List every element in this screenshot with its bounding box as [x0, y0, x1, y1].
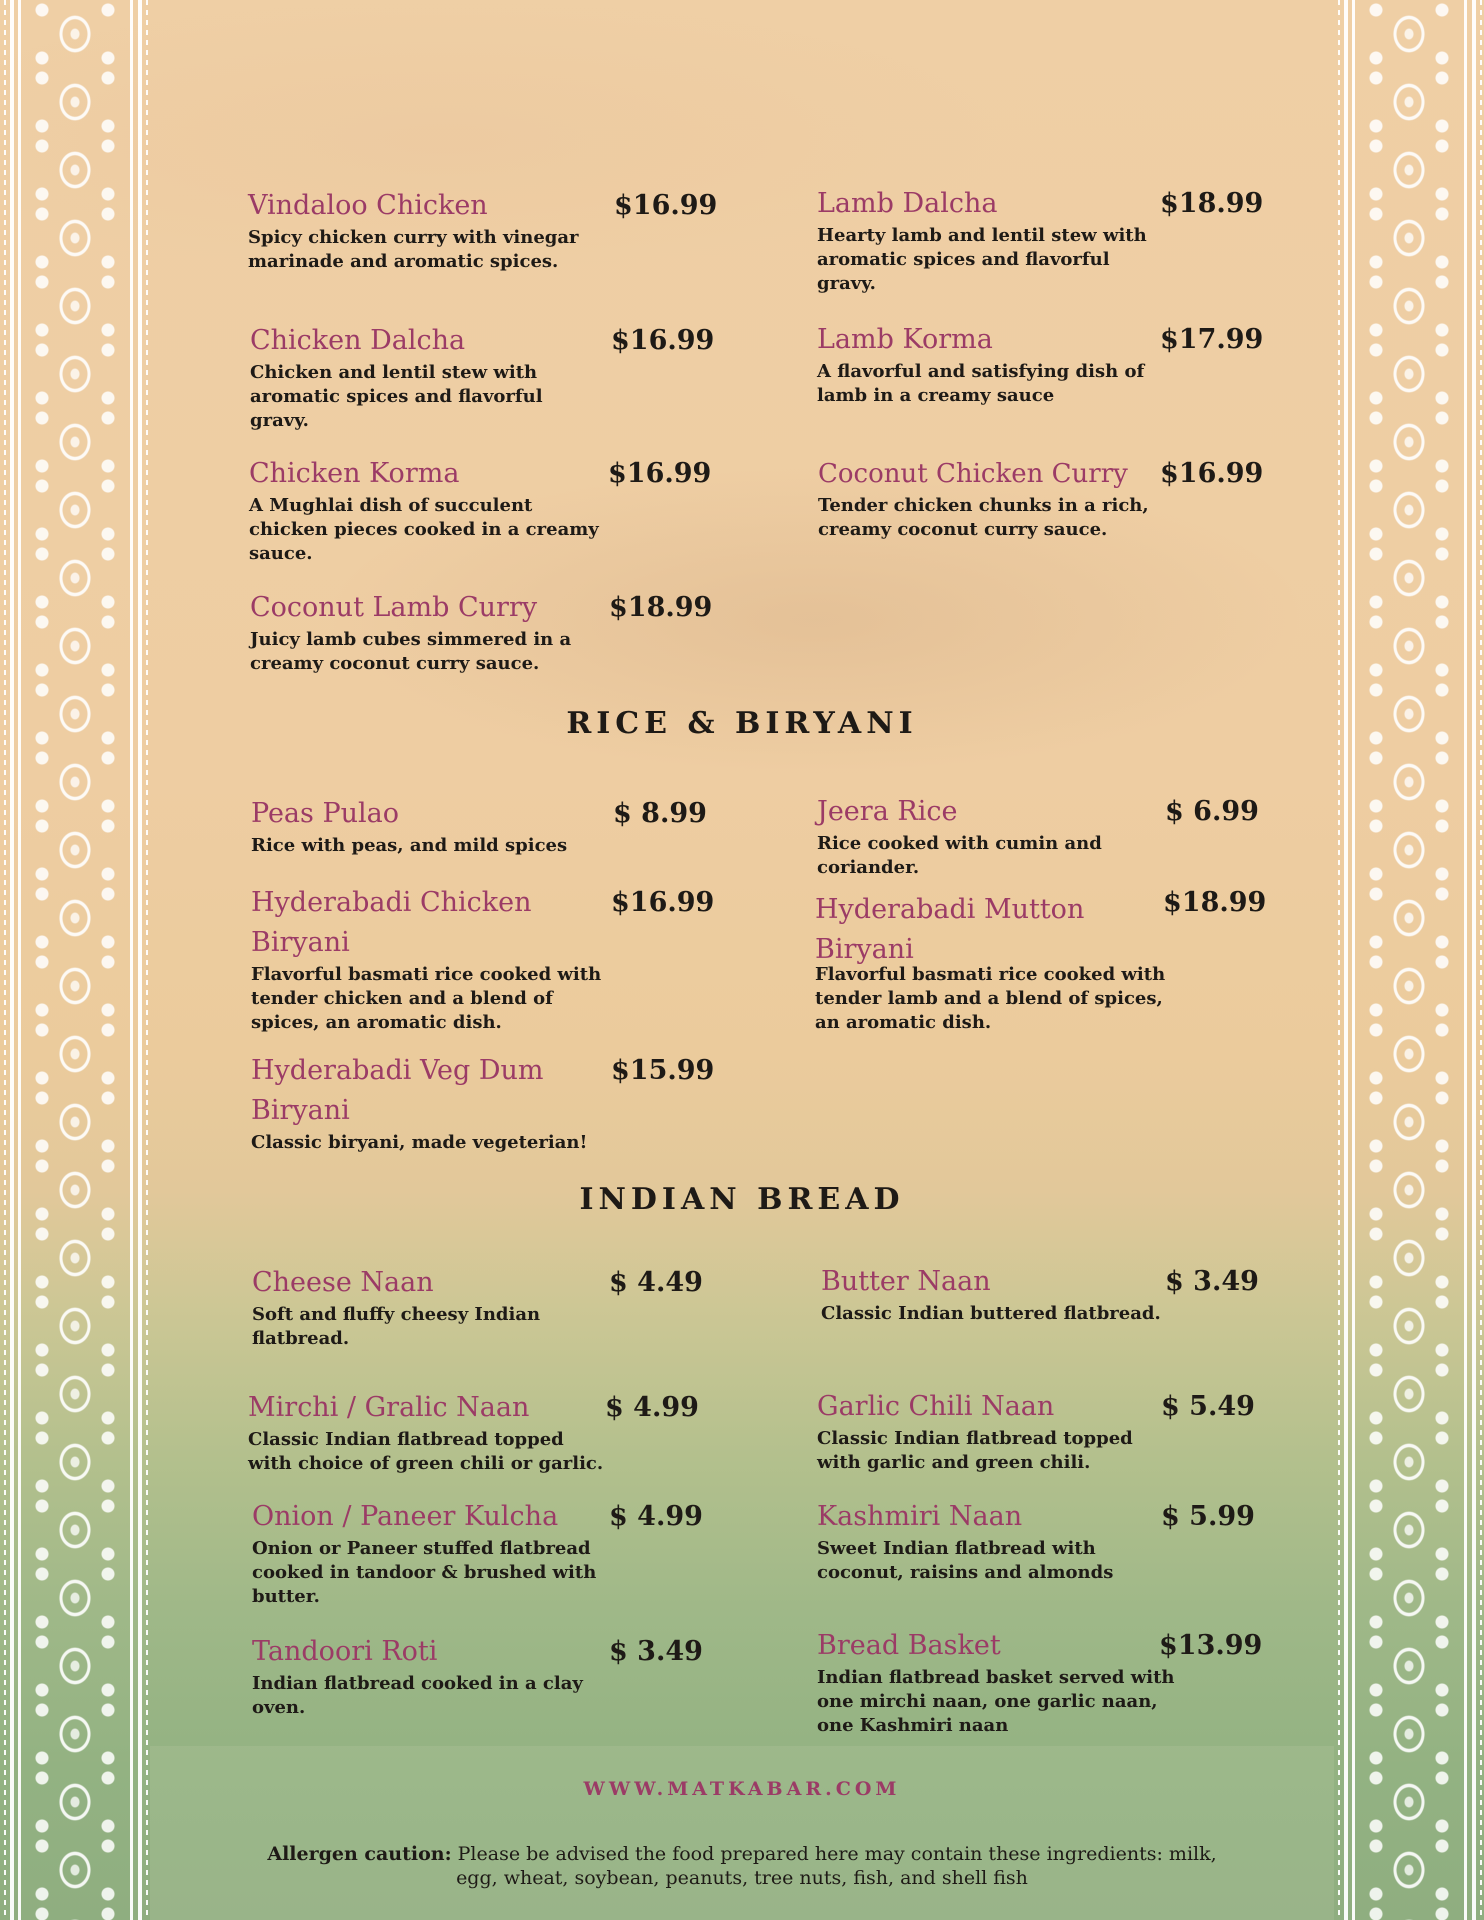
dish-price: $ 4.99 — [605, 1392, 699, 1423]
allergen-label: Allergen caution: — [267, 1843, 452, 1865]
dish-name: Chicken Dalcha — [250, 325, 466, 356]
dish-price: $ 8.99 — [613, 798, 707, 829]
dish-price: $13.99 — [1159, 1630, 1263, 1661]
left-ornamental-border — [0, 0, 150, 1920]
dish-description: Flavorful basmati rice cooked with tender lamb and a blend of spices, an aromatic dish. — [815, 964, 1166, 1033]
dish-price: $18.99 — [1163, 887, 1267, 918]
dish-name: Peas Pulao — [251, 798, 400, 829]
menu-item — [249, 454, 749, 566]
menu-item — [250, 588, 750, 676]
dish-name: Cheese Naan — [252, 1267, 434, 1298]
section-title-rice-biryani: RICE & BIRYANI — [566, 706, 918, 741]
menu-item — [252, 1632, 752, 1720]
dish-description: Rice with peas, and mild spices — [251, 835, 568, 856]
dish-description: Classic Indian buttered flatbread. — [821, 1303, 1161, 1324]
menu-item — [248, 1388, 748, 1476]
dish-price: $16.99 — [608, 458, 712, 489]
dish-name: Butter Naan — [821, 1266, 991, 1297]
dish-description: Classic Indian flatbread topped with choice of green chili or garlic. — [248, 1429, 604, 1474]
dish-name: Hyderabadi Veg Dum — [251, 1055, 544, 1086]
dish-price: $ 5.99 — [1161, 1501, 1255, 1532]
menu-item — [817, 1497, 1317, 1585]
menu-item — [817, 792, 1317, 880]
dish-description: Onion or Paneer stuffed flatbread cooked in tandoor & brushed with butter. — [252, 1538, 597, 1607]
dish-name: Kashmiri Naan — [817, 1501, 1023, 1532]
dish-price: $18.99 — [609, 592, 713, 623]
dish-price: $ 3.49 — [609, 1636, 703, 1667]
dish-description: Tender chicken chunks in a rich, creamy coconut curry sauce. — [818, 495, 1149, 540]
dish-description: Chicken and lentil stew with aromatic spices and flavorful gravy. — [250, 362, 543, 431]
menu-item — [251, 1051, 751, 1155]
dish-price: $16.99 — [1160, 458, 1264, 489]
dish-price: $16.99 — [611, 887, 715, 918]
website-link[interactable]: WWW.MATKABAR.COM — [583, 1778, 901, 1800]
menu-item — [815, 887, 1315, 1035]
dish-name: Vindaloo Chicken — [248, 190, 488, 221]
dish-name: Coconut Lamb Curry — [250, 592, 538, 623]
menu-item — [821, 1262, 1321, 1326]
dish-description: Rice cooked with cumin and coriander. — [817, 833, 1102, 878]
menu-item — [818, 454, 1318, 542]
dish-description: Soft and fluffy cheesy Indian flatbread. — [252, 1304, 541, 1349]
dish-name: Tandoori Roti — [252, 1636, 438, 1667]
dish-price: $17.99 — [1160, 324, 1264, 355]
dish-description: Indian flatbread basket served with one mirchi naan, one garlic naan, one Kashmiri naan — [817, 1667, 1175, 1736]
dish-price: $ 4.99 — [609, 1501, 703, 1532]
dish-price: $16.99 — [611, 325, 715, 356]
footer-band — [150, 1746, 1334, 1920]
allergen-notice: Allergen caution: Please be advised the food prepared here may contain these ingredients: milk, egg, wheat, soybean, peanuts, tree nuts, fish, and shell fish — [267, 1843, 1217, 1889]
dish-name: Chicken Korma — [249, 458, 460, 489]
dish-description: A Mughlai dish of succulent chicken pieces cooked in a creamy sauce. — [249, 495, 599, 564]
menu-item — [251, 883, 751, 1035]
dish-description: Spicy chicken curry with vinegar marinade and aromatic spices. — [248, 227, 579, 272]
right-ornamental-border — [1334, 0, 1484, 1920]
dish-description: Hearty lamb and lentil stew with aromatic spices and flavorful gravy. — [817, 225, 1147, 294]
dish-name-line-2: Biryani — [251, 1095, 350, 1126]
dish-description: Flavorful basmati rice cooked with tender chicken and a blend of spices, an aromatic dish. — [251, 964, 602, 1033]
dish-price: $ 5.49 — [1161, 1391, 1255, 1422]
section-title-indian-bread: INDIAN BREAD — [579, 1182, 905, 1217]
dish-name: Onion / Paneer Kulcha — [252, 1501, 559, 1532]
dish-name: Jeera Rice — [817, 796, 958, 827]
dish-description: Sweet Indian flatbread with coconut, raisins and almonds — [817, 1538, 1114, 1583]
dish-name-line-2: Biryani — [251, 927, 350, 958]
dish-price: $15.99 — [611, 1055, 715, 1086]
menu-item — [250, 321, 750, 433]
menu-item — [248, 186, 748, 274]
dish-name: Garlic Chili Naan — [817, 1391, 1055, 1422]
menu-item — [817, 1387, 1317, 1475]
dish-description: A flavorful and satisfying dish of lamb in a creamy sauce — [817, 361, 1145, 406]
dish-name: Mirchi / Gralic Naan — [248, 1392, 530, 1423]
dish-price: $16.99 — [614, 190, 718, 221]
menu-item — [251, 794, 751, 858]
menu-item — [817, 1626, 1317, 1738]
dish-name: Hyderabadi Mutton — [815, 894, 1085, 925]
dish-price: $18.99 — [1160, 188, 1264, 219]
menu-item — [252, 1263, 752, 1351]
menu-item — [817, 184, 1317, 296]
dish-price: $ 6.99 — [1165, 796, 1259, 827]
menu-item — [817, 320, 1317, 408]
dish-name: Lamb Dalcha — [817, 188, 998, 219]
dish-description: Classic Indian flatbread topped with garlic and green chili. — [817, 1428, 1133, 1473]
dish-price: $ 4.49 — [609, 1267, 703, 1298]
dish-description: Indian flatbread cooked in a clay oven. — [252, 1673, 583, 1718]
dish-description: Classic biryani, made vegeterian! — [251, 1132, 588, 1153]
dish-price: $ 3.49 — [1165, 1266, 1259, 1297]
dish-name: Lamb Korma — [817, 324, 993, 355]
dish-name: Coconut Chicken Curry — [818, 459, 1128, 489]
menu-item — [252, 1497, 752, 1609]
dish-name: Hyderabadi Chicken — [251, 887, 532, 918]
dish-description: Juicy lamb cubes simmered in a creamy coconut curry sauce. — [250, 629, 572, 674]
dish-name-line-2: Biryani — [815, 934, 914, 965]
dish-name: Bread Basket — [817, 1630, 1001, 1661]
